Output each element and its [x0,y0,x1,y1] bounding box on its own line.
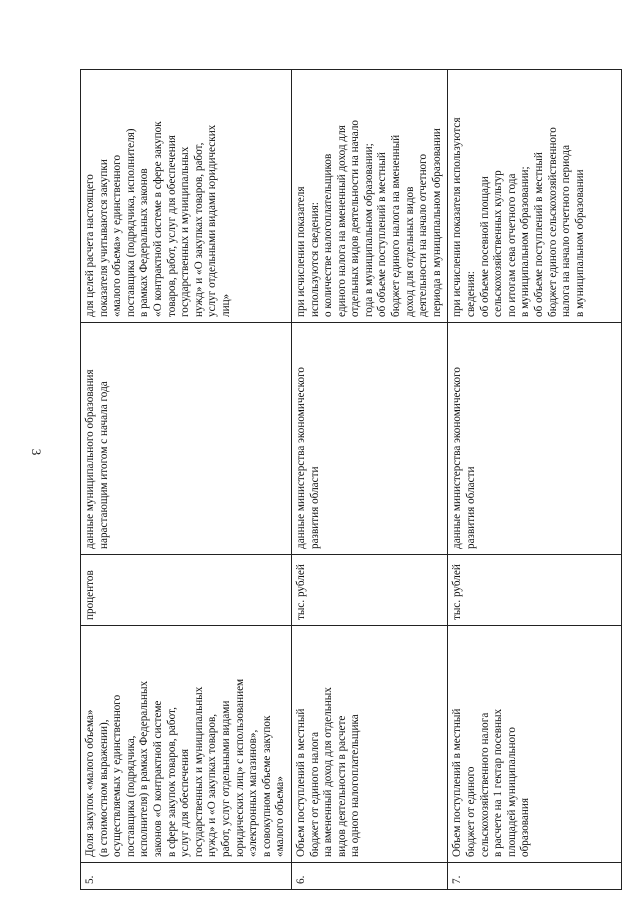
table-row [448,70,622,890]
calculation-method: для целей расчета настоящего показателя учитываются закупки «малого объема» у единственного поставщика (подрядчика, исполнителя) в рамках Федеральных законов «О контрактной системе в сфере закупок товаров, работ, услуг для обеспечения государственных и муниципальных нужд» и «О закупках товаров, работ, услуг отдельными видами юридических лиц» [81,70,292,323]
unit-of-measure: процентов [81,555,292,626]
indicators-table [80,69,622,890]
data-source: данные муниципального образования нарастающим итогом с начала года [81,323,292,555]
table-container [80,70,610,890]
row-number: 6. [291,863,448,890]
indicator-name: Объем поступлений в местный бюджет от единого налога на вмененный доход для отдельных видов деятельности в расчете на одного налогоплательщика [291,626,448,863]
data-source: данные министерства экономического развития области [291,323,448,555]
calculation-method: при исчислении показателя используются сведения: о количестве налогоплательщиков единого налога на вмененный доход для отдельных видов деятельности на начало года в муниципальном образовании; об объеме поступлений в местный бюджет единого налога на вмененный доход для отдельных видов деятельности на начало отчетного периода в муниципальном образовании [291,70,448,323]
indicator-name: Доля закупок «малого объема» (в стоимостном выражении), осуществляемых у единственного поставщика (подрядчика, исполнителя) в рамках Федеральных законов «О контрактной системе в сфере закупок товаров, работ, услуг для обеспечения государственных и муниципальных нужд» и «О закупках товаров, работ, услуг отдельными видами юридических лиц» с использованием «электронных магазинов», в совокупном объеме закупок «малого объема» [81,626,292,863]
indicator-name: Объем поступлений в местный бюджет от единого сельскохозяйственного налога в расчете на 1 гектар посевных площадей муниципального образования [448,626,622,863]
page-number: 3 [29,448,44,456]
table-row [81,70,292,890]
unit-of-measure: тыс. рублей [448,555,622,626]
unit-of-measure: тыс. рублей [291,555,448,626]
table-row [291,70,448,890]
row-number: 7. [448,863,622,890]
data-source: данные министерства экономического развития области [448,323,622,555]
row-number: 5. [81,863,292,890]
calculation-method: при исчислении показателя используются сведения: об объеме посевной площади сельскохозяйственных культур по итогам сева отчетного года в муниципальном образовании; об объеме поступлений в местный бюджет единого сельскохозяйственного налога на начало отчетного периода в муниципальном образовании [448,70,622,323]
